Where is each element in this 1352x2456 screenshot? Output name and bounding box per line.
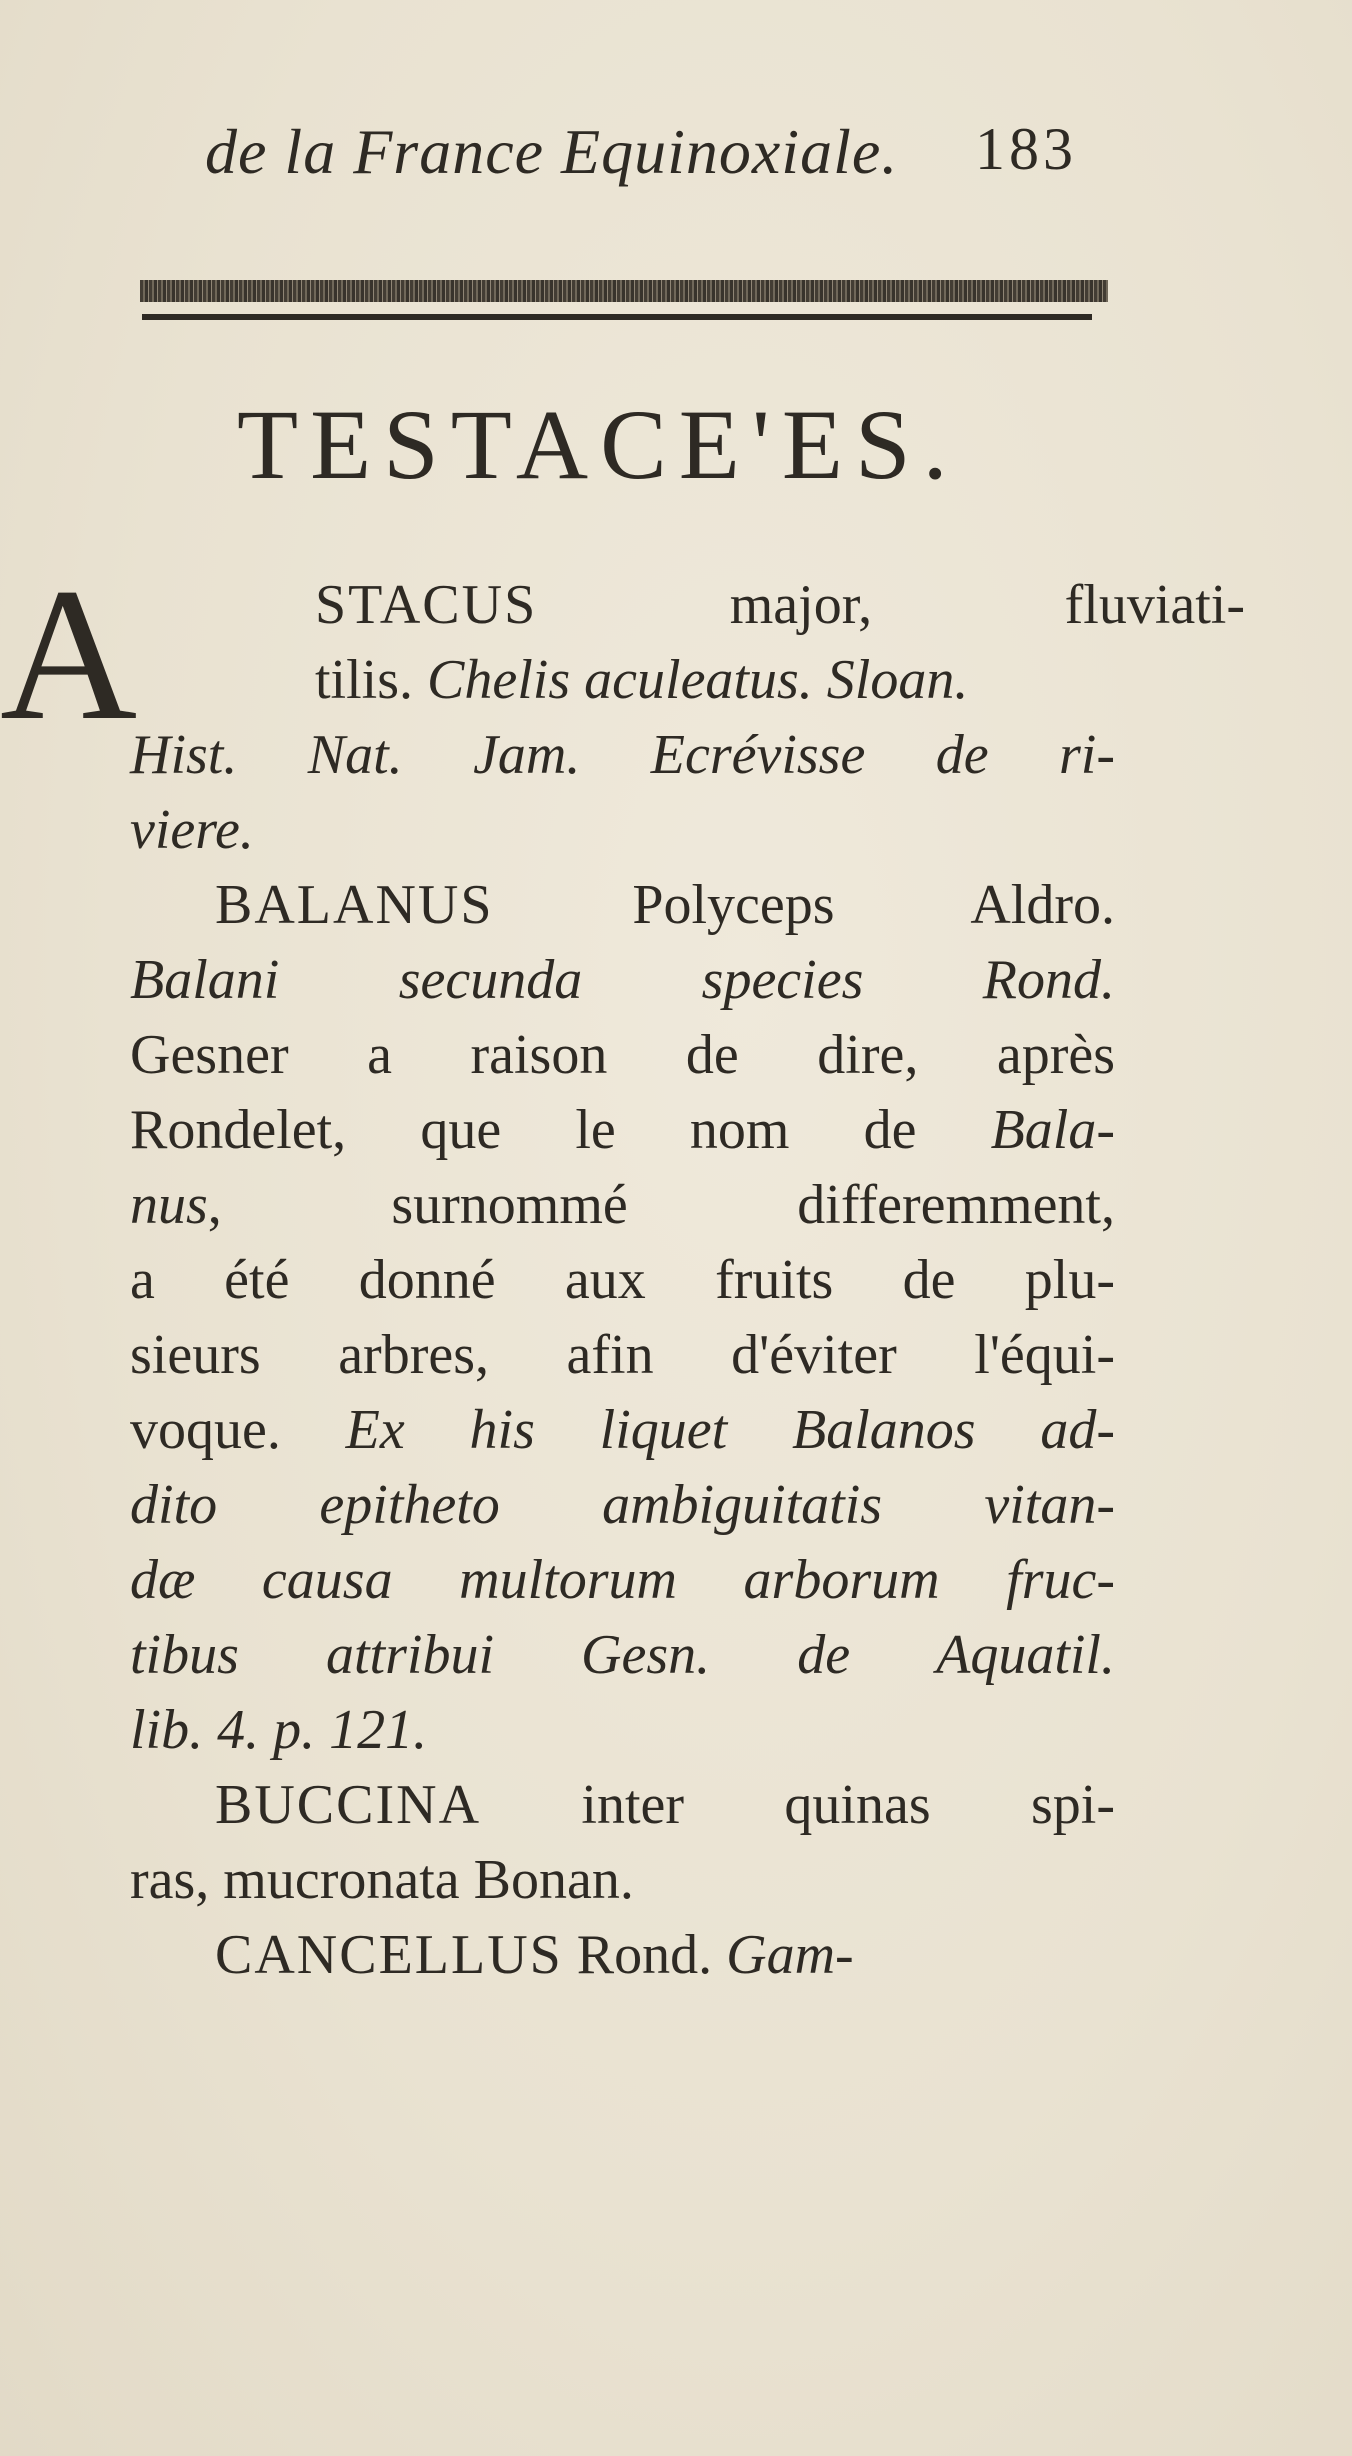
paragraph-balanus-line-12: lib. 4. p. 121.: [130, 1699, 428, 1761]
paragraph-balanus-line-8: [130, 1393, 1115, 1468]
paragraph-balanus-line-2: Balani secunda species Rond.: [130, 949, 1115, 1011]
paragraph-cancellus-line-1: [130, 1918, 1115, 1993]
text-run: , surnommé differemment,: [207, 1174, 1115, 1236]
text-run: major, fluviati-: [537, 574, 1245, 636]
paragraph-balanus-line-9: dito epitheto ambiguitatis vitan-: [130, 1474, 1115, 1536]
text-run: Polyceps Aldro.: [493, 874, 1115, 936]
drop-cap: A: [0, 550, 138, 760]
section-title: TESTACE'ES.: [237, 389, 960, 500]
text-run-italic: Ex his liquet Balanos ad-: [345, 1399, 1115, 1461]
term-cancellus: CANCELLUS: [215, 1924, 563, 1986]
ornament-band: [140, 280, 1108, 302]
paragraph-balanus-line-6: a été donné aux fruits de plu-: [130, 1249, 1115, 1311]
paragraph-astacus-line-1: [130, 568, 1245, 643]
running-title: de la France Equinoxiale.: [205, 116, 899, 187]
paragraph-balanus-line-11: tibus attribui Gesn. de Aquatil.: [130, 1624, 1115, 1686]
text-run: Rondelet, que le nom de: [130, 1099, 991, 1161]
term-buccina: BUCCINA: [215, 1774, 482, 1836]
text-run: Rond.: [562, 1924, 727, 1986]
paragraph-balanus-line-7: sieurs arbres, afin d'éviter l'équi-: [130, 1324, 1115, 1386]
text-run: voque.: [130, 1399, 346, 1461]
paragraph-balanus-line-3: Gesner a raison de dire, après: [130, 1024, 1115, 1086]
paragraph-astacus-line-4: viere.: [130, 799, 254, 861]
paragraph-balanus-line-1: [130, 868, 1115, 943]
text-run-italic: Gam-: [726, 1924, 854, 1986]
paragraph-balanus-line-5: [130, 1168, 1115, 1243]
term-balanus: BALANUS: [215, 874, 494, 936]
text-run-italic: Bala-: [990, 1099, 1115, 1161]
paragraph-buccina-line-2: ras, mucronata Bonan.: [130, 1849, 634, 1911]
text-run: inter quinas spi-: [481, 1774, 1115, 1836]
text-run: tilis.: [315, 649, 428, 711]
text-run-italic: nus: [130, 1174, 208, 1236]
paragraph-buccina-line-1: [130, 1768, 1115, 1843]
page-header: [205, 115, 1125, 205]
page-number: 183: [975, 116, 1077, 182]
term-astacus: STACUS: [315, 574, 538, 636]
paragraph-balanus-line-4: [130, 1093, 1115, 1168]
paragraph-balanus-line-10: dæ causa multorum arborum fruc-: [130, 1549, 1115, 1611]
ornament-line: [142, 314, 1092, 320]
text-run-italic: Chelis aculeatus. Sloan.: [427, 649, 969, 711]
body-text: [130, 568, 1245, 1993]
paragraph-astacus-line-2: [130, 643, 1115, 718]
paragraph-astacus-line-3: Hist. Nat. Jam. Ecrévisse de ri-: [130, 724, 1115, 786]
ornamental-rule: [140, 280, 1108, 328]
